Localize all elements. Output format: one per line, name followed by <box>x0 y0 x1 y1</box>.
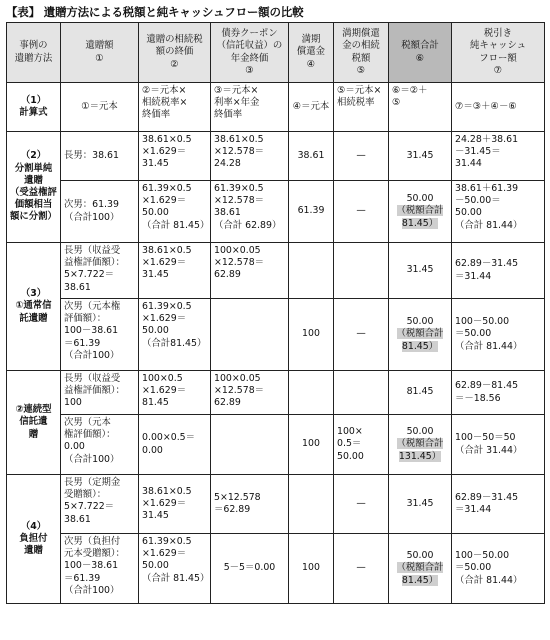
cell-s3br1-c4 <box>289 371 334 415</box>
cell-s3br1-c3: 100×0.05 ×12.578＝ 62.89 <box>211 371 289 415</box>
cell-s2r1-c1: 長男：38.61 <box>61 132 139 181</box>
cell-s3r1-c2: 38.61×0.5 ×1.629＝ 31.45 <box>139 243 211 299</box>
tax-total-badge: （税額合計 81.45） <box>396 205 444 229</box>
tax-value: 50.00 <box>406 316 434 328</box>
cell-s3br2-c2: 0.00×0.5＝ 0.00 <box>139 415 211 475</box>
cell-s4r2-c5: — <box>334 534 389 604</box>
cell-s4r2-c1: 次男（負担付 元本受贈額）： 100－38.61 ＝61.39 （合計100） <box>61 534 139 604</box>
cell-s3br1-c2: 100×0.5 ×1.629＝ 81.45 <box>139 371 211 415</box>
cell-s3r1-c1: 長男（収益受 益権評価額）： 5×7.722＝ 38.61 <box>61 243 139 299</box>
cell-s3br1-c1: 長男（収益受 益権評価額）： 100 <box>61 371 139 415</box>
table-row <box>7 371 545 415</box>
comparison-table <box>6 22 545 604</box>
header-net-cash-flow: 税引き 純キャッシュ フロー額 ⑦ <box>452 23 545 83</box>
table-row <box>7 415 545 475</box>
cell-s3r2-c6 <box>389 299 452 371</box>
tax-total-badge: （税額合計 81.45） <box>396 562 444 586</box>
calc-formula-4: ④＝元本 <box>289 83 334 132</box>
cell-s3br2-c7: 100－50＝50 （合計 31.44） <box>452 415 545 475</box>
tax-value: 50.00 <box>406 550 434 562</box>
section-3b-label: ②連続型 信託遺 贈 <box>7 371 61 475</box>
cell-s2r1-c5: — <box>334 132 389 181</box>
cell-s3br2-c1: 次男（元本 権評価額）： 0.00 （合計100） <box>61 415 139 475</box>
cell-s2r2-c2: 61.39×0.5 ×1.629＝ 50.00 （合計 81.45） <box>139 181 211 243</box>
cell-s4r1-c3: 5×12.578 ＝62.89 <box>211 475 289 534</box>
cell-s4r2-c2: 61.39×0.5 ×1.629＝ 50.00 （合計 81.45） <box>139 534 211 604</box>
section-3-label: （3） ①通常信 託遺贈 <box>7 243 61 371</box>
cell-s2r1-c7: 24.28＋38.61 －31.45＝ 31.44 <box>452 132 545 181</box>
cell-s4r1-c4 <box>289 475 334 534</box>
table-row <box>7 181 545 243</box>
header-method: 事例の 遺贈方法 <box>7 23 61 83</box>
cell-s4r2-c6 <box>389 534 452 604</box>
cell-s3r1-c5 <box>334 243 389 299</box>
tax-value: 50.00 <box>406 426 434 438</box>
table-row <box>7 132 545 181</box>
cell-s2r2-c7: 38.61＋61.39 －50.00＝ 50.00 （合計 81.44） <box>452 181 545 243</box>
table-row <box>7 243 545 299</box>
cell-s3br1-c7: 62.89－81.45 ＝－18.56 <box>452 371 545 415</box>
cell-s3r2-c7: 100－50.00 ＝50.00 （合計 81.44） <box>452 299 545 371</box>
calc-row <box>7 83 545 132</box>
cell-s2r2-c1: 次男：61.39 （合計100） <box>61 181 139 243</box>
section-2-label: （2） 分割単純 遺贈 （受益権評 価額相当 額に分割） <box>7 132 61 243</box>
cell-s3br1-c6: 81.45 <box>389 371 452 415</box>
section-4-label: （4） 負担付 遺贈 <box>7 475 61 604</box>
calc-row-label: （1） 計算式 <box>7 83 61 132</box>
cell-s3br1-c5 <box>334 371 389 415</box>
header-bequest-amount: 遺贈額 ① <box>61 23 139 83</box>
cell-s3r2-c4: 100 <box>289 299 334 371</box>
header-inheritance-tax-future-value: 遺贈の相続税 額の終価 ② <box>139 23 211 83</box>
cell-s2r1-c4: 38.61 <box>289 132 334 181</box>
cell-s3r1-c4 <box>289 243 334 299</box>
cell-s3r2-c2: 61.39×0.5 ×1.629＝ 50.00 （合計81.45） <box>139 299 211 371</box>
cell-s2r1-c2: 38.61×0.5 ×1.629＝ 31.45 <box>139 132 211 181</box>
cell-s2r2-c3: 61.39×0.5 ×12.578＝ 38.61 （合計 62.89） <box>211 181 289 243</box>
table-row <box>7 475 545 534</box>
cell-s2r2-c5: — <box>334 181 389 243</box>
cell-s4r1-c7: 62.89－31.45 ＝31.44 <box>452 475 545 534</box>
cell-s3br2-c3 <box>211 415 289 475</box>
cell-s4r2-c7: 100－50.00 ＝50.00 （合計 81.44） <box>452 534 545 604</box>
tax-total-badge: （税額合計 131.45） <box>396 438 444 462</box>
cell-s2r2-c6 <box>389 181 452 243</box>
cell-s2r1-c3: 38.61×0.5 ×12.578＝ 24.28 <box>211 132 289 181</box>
header-total-tax: 税額合計 ⑥ <box>389 23 452 83</box>
cell-s4r2-c3: 5－5＝0.00 <box>211 534 289 604</box>
table-row <box>7 534 545 604</box>
calc-formula-5: ⑤＝元本× 相続税率 <box>334 83 389 132</box>
calc-formula-3: ③＝元本× 利率×年金 終価率 <box>211 83 289 132</box>
cell-s4r1-c6: 31.45 <box>389 475 452 534</box>
cell-s2r1-c6: 31.45 <box>389 132 452 181</box>
tax-total-badge: （税額合計 81.45） <box>396 328 444 352</box>
table-row <box>7 299 545 371</box>
cell-s4r1-c5: — <box>334 475 389 534</box>
calc-formula-2: ②＝元本× 相続税率× 終価率 <box>139 83 211 132</box>
header-maturity-redemption: 満期 償還金 ④ <box>289 23 334 83</box>
cell-s4r2-c4: 100 <box>289 534 334 604</box>
tax-value: 50.00 <box>406 193 434 205</box>
cell-s3r1-c7: 62.89－31.45 ＝31.44 <box>452 243 545 299</box>
calc-formula-6: ⑥＝②＋ ⑤ <box>389 83 452 132</box>
cell-s3br2-c6 <box>389 415 452 475</box>
cell-s3r1-c3: 100×0.05 ×12.578＝ 62.89 <box>211 243 289 299</box>
header-redemption-inheritance-tax: 満期償還 金の相続 税額 ⑤ <box>334 23 389 83</box>
cell-s4r1-c2: 38.61×0.5 ×1.629＝ 31.45 <box>139 475 211 534</box>
cell-s3r2-c5: — <box>334 299 389 371</box>
cell-s2r2-c4: 61.39 <box>289 181 334 243</box>
cell-s3br2-c5: 100× 0.5＝ 50.00 <box>334 415 389 475</box>
cell-s3r2-c3 <box>211 299 289 371</box>
calc-formula-1: ①＝元本 <box>61 83 139 132</box>
header-coupon-annuity-future-value: 債券クーポン （信託収益）の 年金終価 ③ <box>211 23 289 83</box>
cell-s3r2-c1: 次男（元本権 評価額）： 100－38.61 ＝61.39 （合計100） <box>61 299 139 371</box>
cell-s4r1-c1: 長男（定期金 受贈額）： 5×7.722＝ 38.61 <box>61 475 139 534</box>
table-title: 【表】 遺贈方法による税額と純キャッシュフロー額の比較 <box>6 5 304 19</box>
cell-s3br2-c4: 100 <box>289 415 334 475</box>
cell-s3r1-c6: 31.45 <box>389 243 452 299</box>
calc-formula-7: ⑦＝③＋④－⑥ <box>452 83 545 132</box>
header-row <box>7 23 545 83</box>
